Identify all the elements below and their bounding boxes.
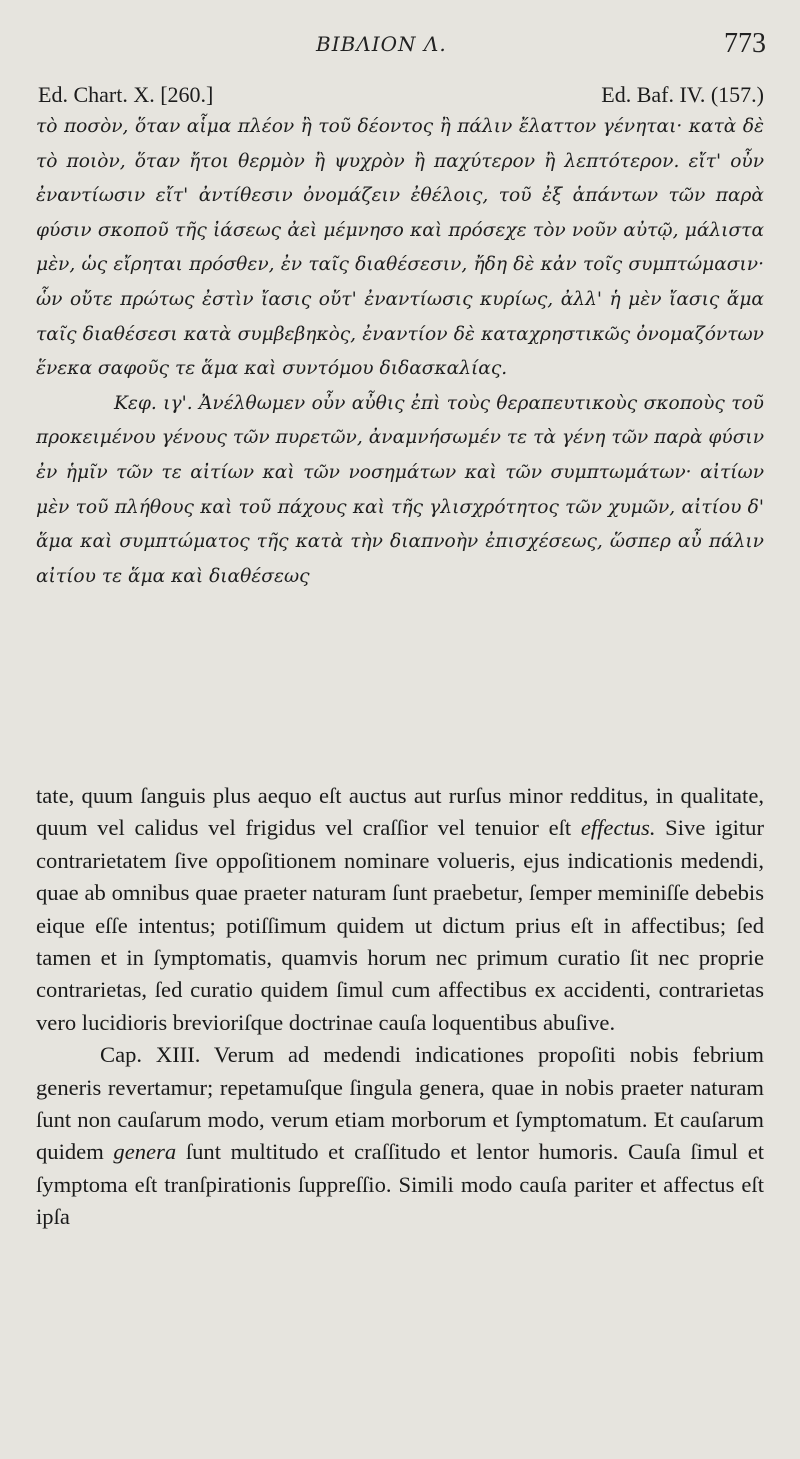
page-number: 773 bbox=[724, 28, 766, 59]
latin-chapter-paragraph bbox=[36, 1039, 764, 1233]
latin-paragraph bbox=[36, 780, 764, 1039]
greek-chapter-text: Ἀνέλθωμεν οὖν αὖθις ἐπὶ τοὺς θεραπευτικοὺς σκοποὺς τοῦ προκειμένου γένους τῶν πυρετῶν, ἀναμνήσωμέν τε τὰ γένη τῶν παρὰ φύσιν ἐν ἡμῖν τῶν τε αἰτίων καὶ τῶν νοσημάτων καὶ τῶν συμπτωμάτων· αἰτίων μὲν τοῦ πλήθους καὶ τοῦ πάχους καὶ τῆς γλισχρότητος τῶν χυμῶν, αἰτίου δ' ἅμα καὶ συμπτώματος τῆς κατὰ τὴν διαπνοὴν ἐπισχέσεως, ὥσπερ αὖ πάλιν αἰτίου τε ἅμα καὶ διαθέσεως bbox=[36, 392, 764, 587]
greek-chapter-paragraph bbox=[36, 387, 764, 595]
edition-line bbox=[38, 82, 764, 108]
greek-text-block bbox=[36, 110, 764, 594]
latin-text: ſunt multitudo et craſſitudo et lentor humoris. Cauſa ſimul et ſymptoma eſt tranſpirationis ſuppreſſio. Simili modo cauſa pariter et affectus eſt ipſa bbox=[36, 1139, 764, 1230]
latin-text: tate, quum ſanguis plus aequo eſt auctus aut rurſus minor redditus, in qualitate, quum vel calidus vel frigidus vel craſſior vel tenuior eſt bbox=[36, 783, 764, 841]
latin-italic-word: effectus. bbox=[580, 815, 656, 841]
latin-italic-word: genera bbox=[113, 1139, 177, 1165]
latin-chapter-label: Cap. XIII. bbox=[100, 1042, 201, 1068]
edition-reference-basel: Ed. Baf. IV. (157.) bbox=[601, 82, 764, 107]
latin-text-block bbox=[36, 780, 764, 1234]
greek-chapter-label: Κεφ. ιγ'. bbox=[114, 392, 193, 414]
latin-text: Verum ad medendi indicationes propoſiti nobis febrium generis revertamur; repetamuſque ſingula genera, quae in nobis praeter naturam ſunt non cauſarum modo, verum etiam morborum et ſymptomatum. Et cauſarum quidem bbox=[36, 1042, 764, 1165]
greek-paragraph: τὸ ποσὸν, ὅταν αἷμα πλέον ἢ τοῦ δέοντος ἢ πάλιν ἔλαττον γένηται· κατὰ δὲ τὸ ποιὸν, ὅταν ἤτοι θερμὸν ἢ ψυχρὸν ἢ παχύτερον ἢ λεπτότερον. εἴτ' οὖν ἐναντίωσιν εἴτ' ἀντίθεσιν ὀνομάζειν ἐθέλοις, τοῦ ἐξ ἁπάντων τῶν παρὰ φύσιν σκοποῦ τῆς ἰάσεως ἀεὶ μέμνησο καὶ πρόσεχε τὸν νοῦν αὐτῷ, μάλιστα μὲν, ὡς εἴρηται πρόσθεν, ἐν ταῖς διαθέσεσιν, ἤδη δὲ κἀν τοῖς συμπτώμασιν· ὧν οὔτε πρώτως ἐστὶν ἴασις οὔτ' ἐναντίωσις κυρίως, ἀλλ' ἡ μὲν ἴασις ἅμα ταῖς διαθέσεσι κατὰ συμβεβηκὸς, ἐναντίον δὲ καταχρηστικῶς ὀνομαζόντων ἕνεκα σαφοῦς τε ἅμα καὶ συντόμου διδασκαλίας. bbox=[36, 116, 764, 380]
book-title: ΒΙΒΛΙΟΝ Λ. bbox=[316, 32, 447, 56]
latin-text: Sive igitur contrarietatem ſive oppoſitionem nominare volueris, ejus indicationis medendi, quae ab omnibus quae praeter naturam ſunt praebetur, ſemper meminiſſe debebis eique eſſe intentus; potiſſimum quidem ut dictum prius eſt in affectibus; ſed tamen et in ſymptomatis, quamvis horum nec primum curatio ſit nec proprie contrarietas, ſed curatio quidem ſimul cum affectibus ex accidenti, contrarietas vero lucidioris brevioriſque doctrinae cauſa loquentibus abuſive. bbox=[36, 815, 764, 1035]
edition-reference-chartier: Ed. Chart. X. [260.] bbox=[38, 82, 214, 107]
running-head bbox=[0, 28, 800, 62]
